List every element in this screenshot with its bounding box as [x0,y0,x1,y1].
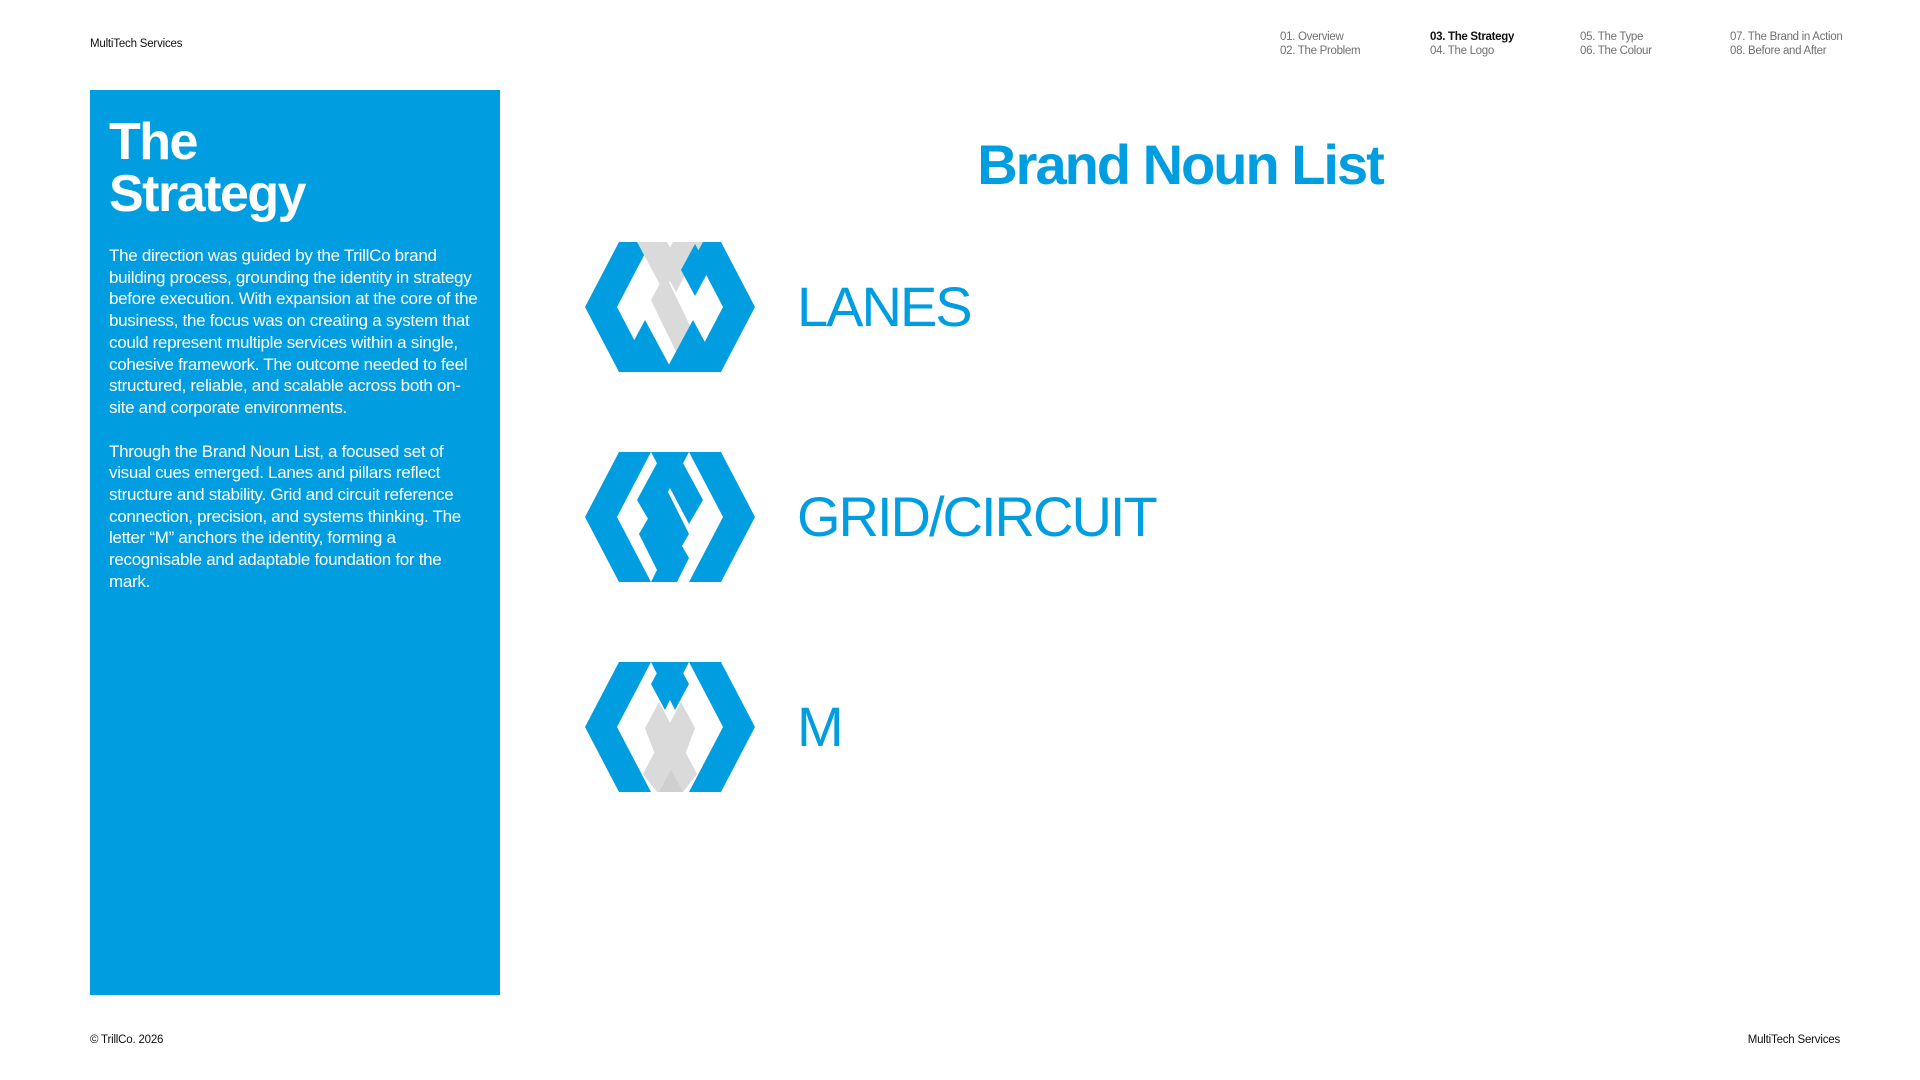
panel-title [109,113,479,223]
strategy-panel [90,90,500,995]
noun-row-grid-circuit [585,452,1485,582]
panel-title-line-2: Strategy [109,165,306,223]
noun-label-m: M [797,695,842,758]
m-mark-lanes-highlight-icon [585,242,755,372]
header-brand-name: MultiTech Services [90,38,183,50]
nav-item-the-problem[interactable]: 02. The Problem [1280,45,1361,57]
nav-item-before-and-after[interactable]: 08. Before and After [1730,45,1827,57]
nav-item-brand-in-action[interactable]: 07. The Brand in Action [1730,31,1843,43]
nav-item-the-strategy[interactable]: 03. The Strategy [1430,31,1515,43]
nav-column-3 [1580,30,1730,58]
noun-row-m [585,662,1485,792]
brand-noun-list-title: Brand Noun List [977,133,1383,196]
nav-item-the-colour[interactable]: 06. The Colour [1580,45,1652,57]
nav-column-4 [1730,30,1880,58]
nav-item-the-logo[interactable]: 04. The Logo [1430,45,1494,57]
panel-paragraph-2: Through the Brand Noun List, a focused set of visual cues emerged. Lanes and pillars reflect structure and stability. Grid and circuit reference connection, precision, and systems thinking. The letter “M” anchors the identity, forming a recognisable and adaptable foundation for the mark. [109,441,461,591]
footer-brand-name: MultiTech Services [1747,1034,1840,1046]
nav-item-the-type[interactable]: 05. The Type [1580,31,1644,43]
panel-body [109,245,481,615]
m-mark-m-highlight-icon [585,662,755,792]
m-mark-full-blue-icon [585,452,755,582]
nav-column-1 [1280,30,1430,58]
noun-row-lanes [585,242,1485,372]
footer-copyright: © TrillCo. 2026 [90,1034,164,1046]
panel-paragraph-1: The direction was guided by the TrillCo brand building process, grounding the identity in strategy before execution. With expansion at the core of the business, the focus was on creating a system that could represent multiple services within a single, cohesive framework. The outcome needed to feel structured, reliable, and scalable across both on-site and corporate environments. [109,246,478,417]
panel-title-line-1: The [109,113,197,171]
nav-column-2 [1430,30,1580,58]
section-navigation [1280,30,1850,62]
nav-item-overview[interactable]: 01. Overview [1280,31,1344,43]
noun-label-grid-circuit: GRID/CIRCUIT [797,485,1156,548]
noun-label-lanes: LANES [797,275,971,338]
